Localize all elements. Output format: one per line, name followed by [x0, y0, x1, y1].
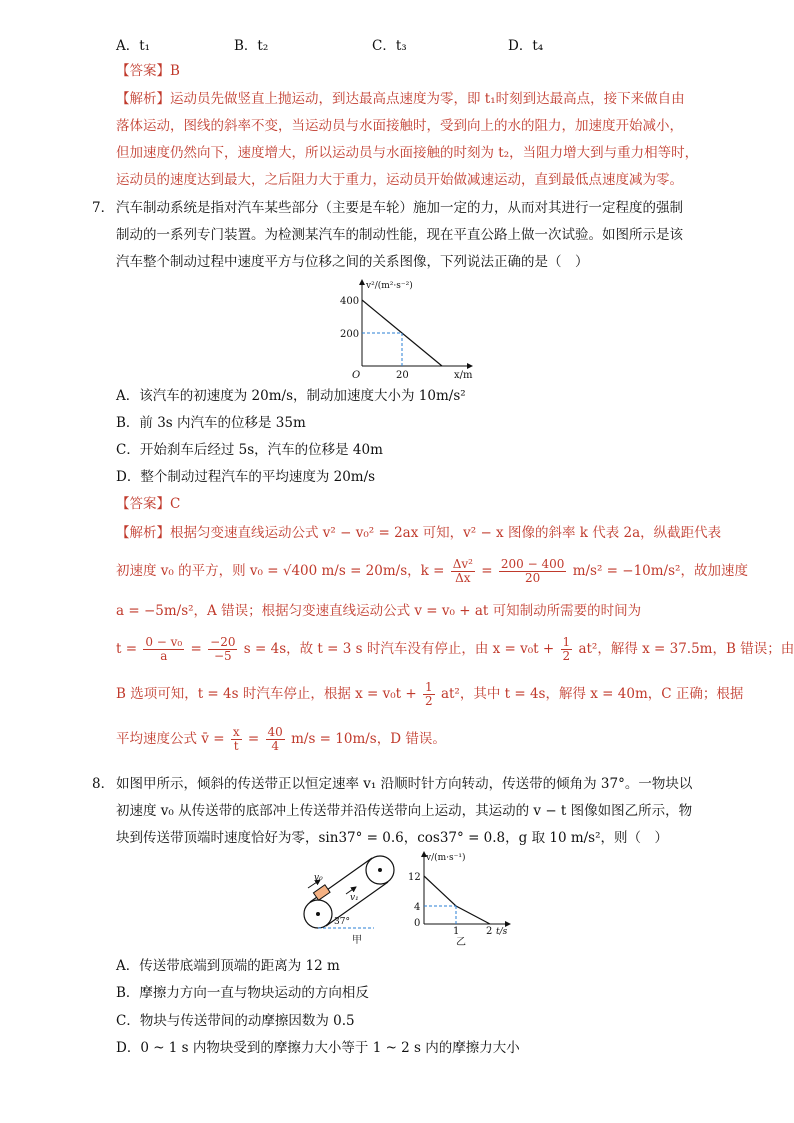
- q7-analysis-line-4: [116, 634, 794, 664]
- pulley-axle: [316, 912, 320, 916]
- q7-analysis-line-5: [116, 679, 743, 709]
- frac-den: 20: [525, 571, 541, 585]
- fraction: [561, 636, 573, 663]
- q8-number: 8．: [92, 776, 115, 792]
- y-tick-200: 200: [340, 329, 360, 340]
- analysis-text: 运动员先做竖直上抛运动，到达最高点速度为零，即 t₁时刻到达最高点，接下来做自由: [170, 91, 685, 107]
- q7-option-d[interactable]: D．整个制动过程汽车的平均速度为 20m/s: [116, 469, 376, 485]
- answer-value: C: [170, 496, 181, 512]
- q7-analysis-line-6: [116, 724, 446, 754]
- q8-stem-line-2: 初速度 v₀ 从传送带的底部冲上传送带并沿传送带向上运动，其运动的 v − t 图像如图乙所示，物: [116, 803, 693, 819]
- analysis-text: 初速度 v₀ 的平方，则 v₀ = √400 m/s = 20m/s，k =: [116, 563, 445, 579]
- fraction: [143, 636, 184, 663]
- frac-num: −20: [210, 635, 236, 649]
- q6-option-c[interactable]: C．t₃: [372, 38, 407, 54]
- analysis-tag: 【解析】: [116, 91, 170, 107]
- fraction: [231, 726, 242, 753]
- q6-option-a[interactable]: A．t₁: [116, 38, 151, 54]
- x-tick-2: 2: [486, 926, 493, 937]
- q6-analysis-line-4: 运动员的速度达到最大，之后阻力大于重力，运动员开始做减速运动，直到最低点速度减为零。: [116, 172, 683, 188]
- frac-den: t: [233, 739, 239, 753]
- frac-num: 1: [425, 680, 433, 694]
- q7-stem-line-1: 汽车制动系统是指对汽车某些部分（主要是车轮）施加一定的力，从而对其进行一定程度的强制: [116, 200, 683, 216]
- analysis-text: t =: [116, 641, 138, 657]
- y-tick-400: 400: [340, 296, 360, 307]
- analysis-text: m/s² = −10m/s²，故加速度: [572, 563, 748, 579]
- frac-num: 200 − 400: [500, 557, 565, 571]
- frac-num: 1: [562, 635, 571, 649]
- x-tick-1: 1: [453, 926, 460, 937]
- frac-den: a: [160, 649, 168, 663]
- frac-den: 2: [425, 694, 433, 708]
- angle-label: 37°: [334, 917, 350, 927]
- y-label: v/(m·s⁻¹): [426, 853, 466, 863]
- q7-stem-line-3: 汽车整个制动过程中速度平方与位移之间的关系图像，下列说法正确的是（ ）: [116, 254, 589, 270]
- q8-stem-line-3: 块到传送带顶端时速度恰好为零，sin37° = 0.6，cos37° = 0.8，g 取 10 m/s²，则（ ）: [116, 830, 669, 846]
- analysis-text: at²，解得 x = 37.5m，B 错误；由: [578, 641, 794, 657]
- fraction: [266, 726, 285, 753]
- frac-num: Δv²: [452, 557, 473, 571]
- frac-den: −5: [213, 649, 232, 663]
- q7-graph: [326, 276, 476, 382]
- q8-figure-a: [296, 850, 408, 946]
- q7-option-a[interactable]: A．该汽车的初速度为 20m/s，制动加速度大小为 10m/s²: [116, 388, 466, 404]
- q8-figure-b: [406, 848, 516, 948]
- q7-option-b[interactable]: B．前 3s 内汽车的位移是 35m: [116, 415, 306, 431]
- q8-option-d[interactable]: D．0 ~ 1 s 内物块受到的摩擦力大小等于 1 ~ 2 s 内的摩擦力大小: [116, 1040, 520, 1056]
- x-tick-20: 20: [396, 370, 409, 381]
- answer-value: B: [170, 63, 180, 79]
- q7-analysis-line-2: [116, 556, 748, 586]
- q6-option-d[interactable]: D．t₄: [508, 38, 544, 54]
- caption-b: 乙: [456, 937, 466, 948]
- caption-a: 甲: [352, 935, 362, 946]
- q7-answer: [116, 494, 180, 514]
- fraction: [499, 558, 567, 585]
- q8-option-a[interactable]: A．传送带底端到顶端的距离为 12 m: [116, 958, 340, 974]
- pulley-axle: [378, 868, 382, 872]
- answer-tag: 【答案】: [116, 63, 170, 79]
- q6-answer: [116, 61, 180, 81]
- q8-option-b[interactable]: B．摩擦力方向一直与物块运动的方向相反: [116, 985, 369, 1001]
- frac-den: Δx: [455, 571, 471, 585]
- q8-stem-line-1: 如图甲所示，倾斜的传送带正以恒定速率 v₁ 沿顺时针方向转动，传送带的倾角为 37°。一物块以: [116, 776, 693, 792]
- analysis-text: =: [481, 563, 493, 579]
- y-label: v²/(m²·s⁻²): [366, 281, 413, 291]
- x-label: t/s: [496, 927, 508, 937]
- analysis-text: =: [190, 641, 202, 657]
- frac-den: 4: [271, 739, 279, 753]
- fraction: [423, 681, 435, 708]
- q7-option-c[interactable]: C．开始刹车后经过 5s，汽车的位移是 40m: [116, 442, 383, 458]
- q7-analysis-line-1: [116, 523, 721, 543]
- answer-tag: 【答案】: [116, 496, 170, 512]
- q7-analysis-line-3: a = −5m/s²，A 错误；根据匀变速直线运动公式 v = v₀ + at 可知制动所需要的时间为: [116, 603, 642, 619]
- analysis-tag: 【解析】: [116, 525, 170, 541]
- fraction: [208, 636, 237, 663]
- analysis-text: s = 4s，故 t = 3 s 时汽车没有停止，由 x = v₀t +: [243, 641, 555, 657]
- origin-label: O: [352, 370, 361, 381]
- analysis-text: at²，其中 t = 4s，解得 x = 40m，C 正确；根据: [440, 686, 744, 702]
- analysis-text: =: [247, 731, 260, 747]
- frac-num: x: [232, 725, 240, 739]
- q7-number: 7．: [92, 200, 115, 216]
- analysis-text: B 选项可知，t = 4s 时汽车停止，根据 x = v₀t +: [116, 686, 417, 702]
- fraction: [451, 558, 475, 585]
- y-tick-4: 4: [414, 902, 421, 913]
- q8-option-c[interactable]: C．物块与传送带间的动摩擦因数为 0.5: [116, 1013, 355, 1029]
- q7-stem-line-2: 制动的一系列专门装置。为检测某汽车的制动性能，现在平直公路上做一次试验。如图所示是该: [116, 227, 683, 243]
- q6-analysis-line-3: 但加速度仍然向下，速度增大，所以运动员与水面接触的时刻为 t₂，当阻力增大到与重力相等时，: [116, 145, 699, 161]
- v1-label: v₁: [350, 893, 359, 903]
- analysis-text: 根据匀变速直线运动公式 v² − v₀² = 2ax 可知，v² − x 图像的斜率 k 代表 2a，纵截距代表: [170, 525, 722, 541]
- q6-analysis-line-2: 落体运动，图线的斜率不变，当运动员与水面接触时，受到向上的水的阻力，加速度开始减小，: [116, 118, 683, 134]
- frac-den: 2: [562, 649, 571, 663]
- analysis-text: m/s = 10m/s，D 错误。: [291, 731, 446, 747]
- q6-option-b[interactable]: B．t₂: [234, 38, 269, 54]
- analysis-text: 平均速度公式 v̄ =: [116, 731, 225, 747]
- x-label: x/m: [454, 370, 473, 381]
- q6-analysis-line-1: [116, 89, 685, 109]
- frac-num: 0 − v₀: [145, 635, 183, 649]
- y-tick-12: 12: [408, 872, 421, 883]
- v0-label: v₀: [314, 873, 323, 883]
- vt-line: [424, 876, 490, 924]
- origin-label: 0: [414, 918, 421, 929]
- frac-num: 40: [267, 725, 283, 739]
